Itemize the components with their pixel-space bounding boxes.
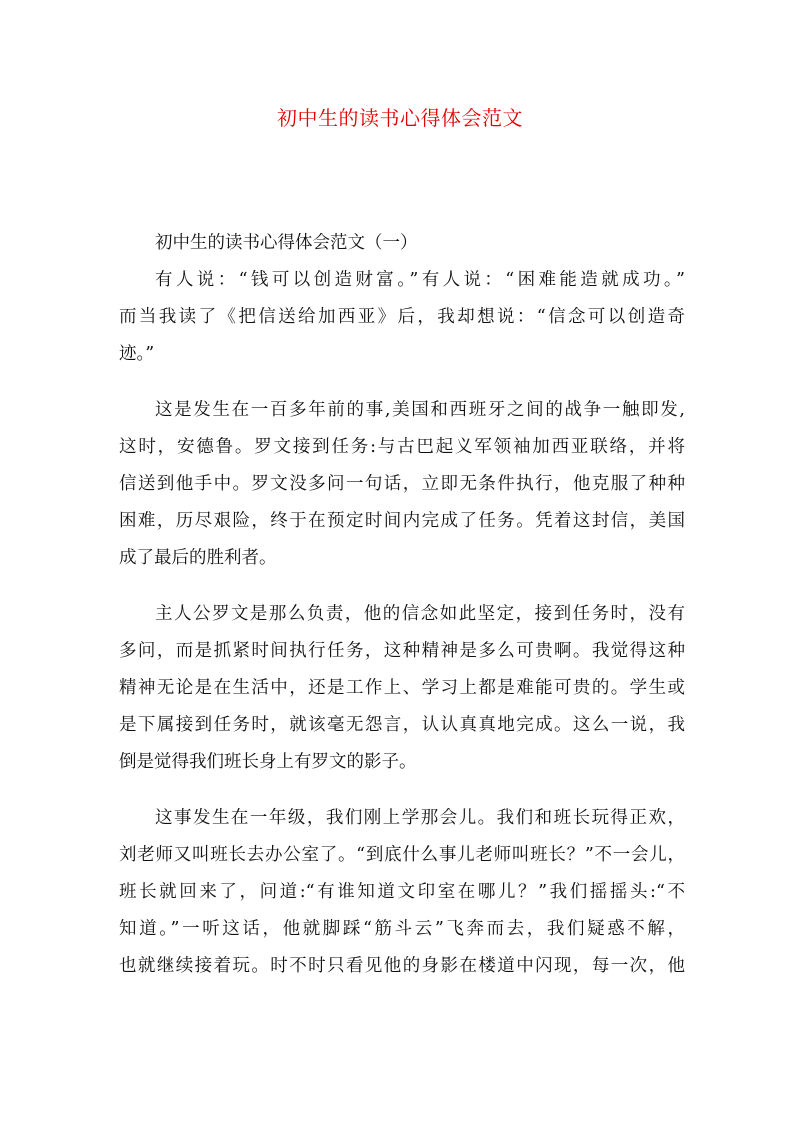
- paragraph: [119, 392, 685, 577]
- text-line: 成了最后的胜利者。: [119, 548, 277, 568]
- text-line: 这时，安德鲁。罗文接到任务:与古巴起义军领袖加西亚联络，并将: [119, 437, 685, 457]
- paragraph: [119, 800, 685, 985]
- text-line: 这是发生在一百多年前的事,美国和西班牙之间的战争一触即发,: [155, 400, 685, 420]
- text-line: 有人说：“钱可以创造财富。”有人说：“困难能造就成功。”: [155, 270, 685, 290]
- paragraph-spacing: [119, 577, 685, 596]
- text-line: 班长就回来了，问道:“有谁知道文印室在哪儿？”我们摇摇头:“不: [119, 882, 685, 902]
- text-line: 倒是觉得我们班长身上有罗文的影子。: [119, 752, 417, 772]
- text-line: 精神无论是在生活中，还是工作上、学习上都是难能可贵的。学生或: [119, 678, 685, 698]
- text-line: 刘老师又叫班长去办公室了。“到底什么事儿老师叫班长？”不一会儿，: [119, 845, 685, 865]
- text-line: 也就继续接着玩。时不时只看见他的身影在楼道中闪现，每一次，他: [119, 956, 685, 976]
- text-line: 信送到他手中。罗文没多问一句话，立即无条件执行，他克服了种种: [119, 474, 685, 494]
- paragraph-spacing: [119, 781, 685, 800]
- text-line: 而当我读了《把信送给加西亚》后，我却想说：“信念可以创造奇: [119, 307, 685, 327]
- text-line: 知道。”一听这话，他就脚踩“筋斗云”飞奔而去，我们疑惑不解，: [119, 919, 685, 939]
- text-line: 困难，历尽艰险，终于在预定时间内完成了任务。凭着这封信，美国: [119, 511, 685, 531]
- paragraph: [119, 596, 685, 781]
- section-heading: 初中生的读书心得体会范文（一）: [155, 233, 418, 253]
- text-line: 主人公罗文是那么负责，他的信念如此坚定，接到任务时，没有: [155, 604, 685, 624]
- document-body: [119, 225, 685, 985]
- paragraph: [119, 262, 685, 373]
- text-line: 迹。”: [119, 344, 155, 364]
- text-line: 是下属接到任务时，就该毫无怨言，认认真真地完成。这么一说，我: [119, 715, 685, 735]
- text-line: 这事发生在一年级，我们刚上学那会儿。我们和班长玩得正欢，: [155, 808, 685, 828]
- document-title: 初中生的读书心得体会范文: [277, 106, 523, 130]
- text-line: 多问，而是抓紧时间执行任务，这种精神是多么可贵啊。我觉得这种: [119, 641, 685, 661]
- paragraph-spacing: [119, 373, 685, 392]
